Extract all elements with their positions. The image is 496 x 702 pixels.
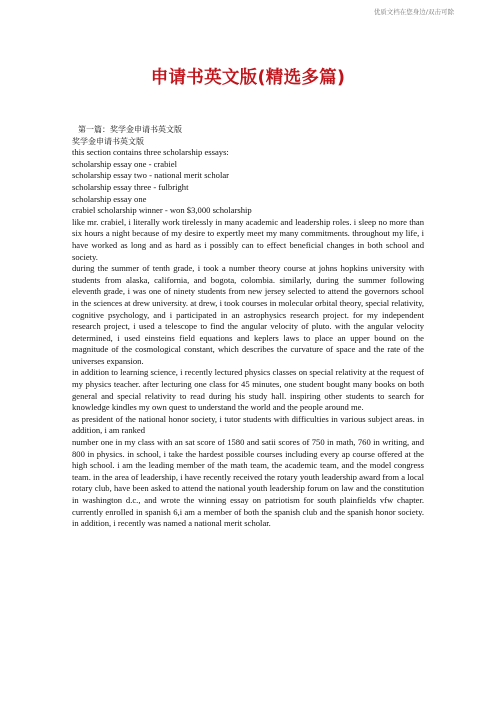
text-line: this section contains three scholarship essays: bbox=[72, 147, 229, 158]
paragraph: number one in my class with an sat score of 1580 and satii scores of 750 in math, 760 in writing, and 800 in physics. in school, i take the hardest possible courses including every ap course offered at the high school. i am the leading member of the math team, the academic team, and the model congress team. in the area of leadership, i have recently received the rotary youth leadership award from a local rotary club, have been asked to attend the national youth leadership forum on law and the constitution in washington d.c., and wrote the winning essay on patriotism for south plainfields vfw chapter. currently enrolled in spanish 6,i am a member of both the spanish club and the spanish honor society. in addition, i recently was named a national merit scholar. bbox=[72, 437, 424, 529]
section-heading: 第一篇：奖学金申请书英文版 bbox=[78, 125, 182, 134]
paragraph: like mr. crabiel, i literally work tirelessly in many academic and leadership roles. i sleep no more than six hours a night because of my desire to expertly meet my many commitments. throughout my life, i have worked as long and as hard as i possibly can to effect beneficial changes in both school and society. bbox=[72, 216, 424, 262]
document-title: 申请书英文版(精选多篇) bbox=[150, 68, 346, 88]
section-subheading: 奖学金申请书英文版 bbox=[72, 136, 144, 146]
header-note: 优质文档在您身边/双击可除 bbox=[373, 8, 454, 16]
text-line: crabiel scholarship winner - won $3,000 scholarship bbox=[72, 205, 252, 216]
paragraph: as president of the national honor society, i tutor students with difficulties in various subject areas. in addition, i am ranked bbox=[72, 413, 424, 436]
text-line: scholarship essay three - fulbright bbox=[72, 181, 189, 192]
text-line: scholarship essay one bbox=[72, 193, 147, 204]
text-line: scholarship essay one - crabiel bbox=[72, 158, 177, 169]
text-line: scholarship essay two - national merit scholar bbox=[72, 170, 230, 181]
paragraph: during the summer of tenth grade, i took a number theory course at johns hopkins university with students from alaska, california, and bogota, colombia. similarly, during the summer following eleventh grade, i was one of ninety students from new jersey selected to attend the governors school in the sciences at drew university. at drew, i took courses in molecular orbital theory, special relativity, cognitive psychology, and i participated in an astrophysics research project. for my independent research project, i used a telescope to find the angular velocity of pluto. with the angular velocity determined, i used einsteins field equations and keplers laws to place an upper bound on the magnitude of the cosmological constant, which describes the curvature of space and the rate of the universes expansion. bbox=[72, 263, 424, 366]
document-body bbox=[72, 124, 424, 530]
paragraph: in addition to learning science, i recently lectured physics classes on special relativity at the request of my physics teacher. after lecturing one class for 45 minutes, one student bought many books on both general and special relativity to read during his study hall. inspiring other students to search for knowledge kindles my own quest to understand the world and the people around me. bbox=[72, 367, 424, 413]
